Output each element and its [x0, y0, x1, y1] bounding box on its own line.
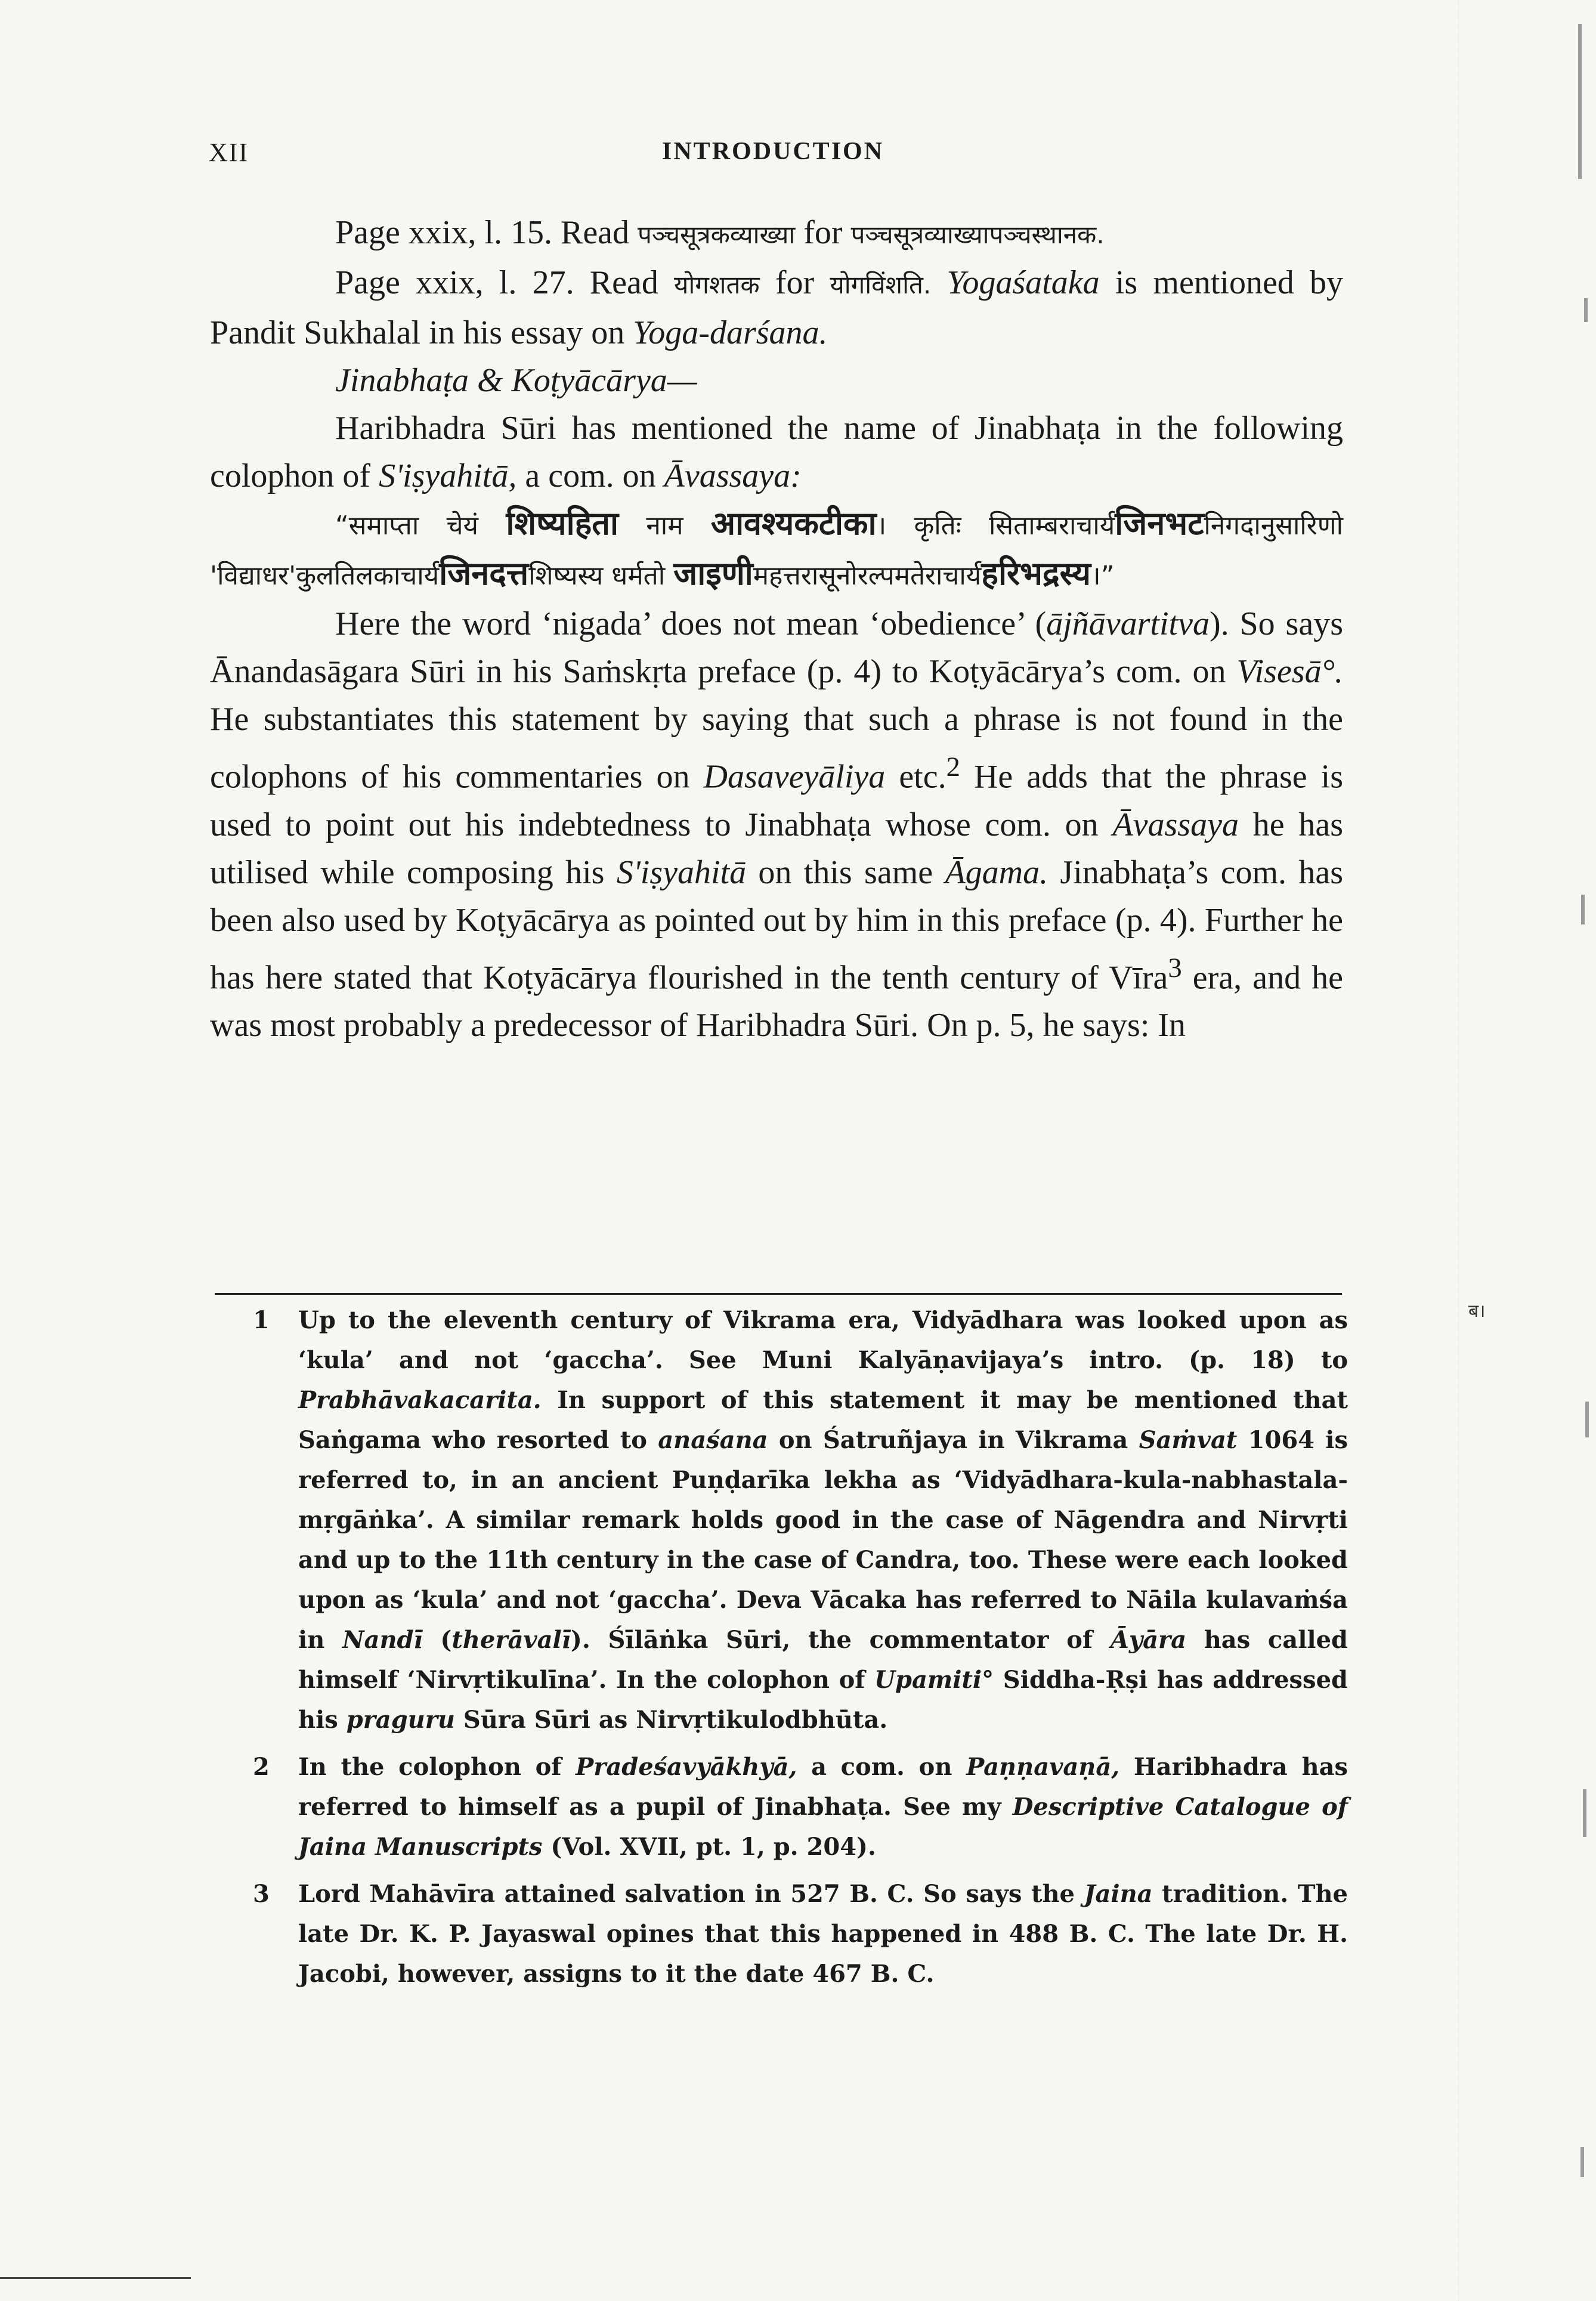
scan-edge-mark	[1578, 24, 1582, 179]
scan-edge-mark	[1583, 1789, 1586, 1837]
page-title: INTRODUCTION	[662, 138, 884, 165]
sanskrit-colophon: “समाप्ता चेयं शिष्यहिता नाम आवश्यकटीका। कृतिः सिताम्बराचार्यजिनभटनिगदानुसारिणो 'विद्याधर'कुलतिलकाचार्यजिनदत्तशिष्यस्य धर्मतो जाइणीमहत्तरासूनोरल्पमतेराचार्यहरिभद्रस्य।”	[210, 505, 1343, 592]
paragraph-1: Haribhadra Sūri has mentioned the name of Jinabhaṭa in the following colophon of S'iṣyahitā, a com. on Āvassaya:	[210, 410, 1343, 494]
main-text	[210, 209, 1343, 1049]
page-folio: XII	[209, 138, 249, 167]
footnote-ref-2: 2	[946, 751, 960, 783]
footnote-3: 3 Lord Mahāvīra attained salvation in 527 B. C. So says the Jaina tradition. The late Dr. K. P. Jayaswal opines that this happened in 488 B. C. The late Dr. H. Jacobi, however, assigns to it the date 467 B. C.	[253, 1880, 1348, 1988]
footnotes	[253, 1300, 1348, 2001]
scan-edge-mark	[1580, 2147, 1584, 2177]
scan-edge-mark	[1585, 1402, 1589, 1437]
devanagari-correct: पञ्चसूत्रकव्याख्या	[638, 220, 796, 249]
footnote-ref-3: 3	[1168, 952, 1182, 984]
devanagari-wrong: योगविंशति.	[830, 270, 932, 299]
footnote-1: 1 Up to the eleventh century of Vikrama era, Vidyādhara was looked upon as ‘kula’ and not ‘gaccha’. See Muni Kalyāṇavijaya’s intro. (p. 18) to Prabhāvakacarita. In support of this statement it may be mentioned that Saṅgama who resorted to anaśana on Śatruñjaya in Vikrama Saṁvat 1064 is referred to, in an ancient Puṇḍarīka lekha as ‘Vidyādhara-kula-nabhastala-mṛgāṅka’. A similar remark holds good in the case of Nāgendra and Nirvṛti and up to the 11th century in the case of Candra, too. These were each looked upon as ‘kula’ and not ‘gaccha’. Deva Vācaka has referred to Nāila kulavaṁśa in Nandī (therāvalī). Śīlāṅka Sūri, the commentator of Āyāra has called himself ‘Nirvṛtikulīna’. In the colophon of Upamiti° Siddha-Ṛṣi has addressed his praguru Sūra Sūri as Nirvṛtikulodbhūta.	[253, 1306, 1348, 1734]
erratum-1: Page xxix, l. 15. Read पञ्चसूत्रकव्याख्या for पञ्चसूत्रव्याख्यापञ्चस्थानक.	[335, 214, 1105, 251]
scan-margin	[1458, 0, 1596, 2301]
scan-edge-mark	[1581, 895, 1585, 924]
section-heading: Jinabhaṭa & Koṭyācārya—	[335, 362, 697, 399]
running-head	[209, 137, 1342, 185]
margin-note: ब।	[1468, 1301, 1486, 1321]
footnote-2: 2 In the colophon of Pradeśavyākhyā, a com. on Paṇṇavaṇā, Haribhadra has referred to himself as a pupil of Jinabhaṭa. See my Descriptive Catalogue of Jaina Manuscripts (Vol. XVII, pt. 1, p. 204).	[253, 1753, 1348, 1861]
scan-edge-mark	[1584, 298, 1588, 322]
devanagari-correct: योगशतक	[674, 270, 760, 299]
paragraph-2: Here the word ‘nigada’ does not mean ‘obedience’ (ājñāvartitva). So says Ānandasāgara Sūri in his Saṁskṛta preface (p. 4) to Koṭyācārya’s com. on Visesā°. He substantiates this statement by saying that such a phrase is not found in the colophons of his commentaries on Dasaveyāliya etc.$^2$ He adds that the phrase is used to point out his indebtedness to Jinabhaṭa whose com. on Āvassaya he has utilised while composing his S'iṣyahitā on this same Āgama. Jinabhaṭa’s com. has been also used by Koṭyācārya as pointed out by him in this preface (p. 4). Further he has here stated that Koṭyācārya flourished in the tenth century of Vīra$^3$ era, and he was most probably a predecessor of Haribhadra Sūri. On p. 5, he says: In	[210, 605, 1344, 1044]
bottom-rule	[0, 2277, 191, 2279]
devanagari-wrong: पञ्चसूत्रव्याख्यापञ्चस्थानक.	[850, 220, 1105, 249]
footnote-divider	[215, 1293, 1342, 1295]
erratum-2: Page xxix, l. 27. Read योगशतक for योगविंशति. Yogaśataka is mentioned by Pandit Sukhalal in his essay on Yoga-darśana.	[210, 264, 1343, 351]
